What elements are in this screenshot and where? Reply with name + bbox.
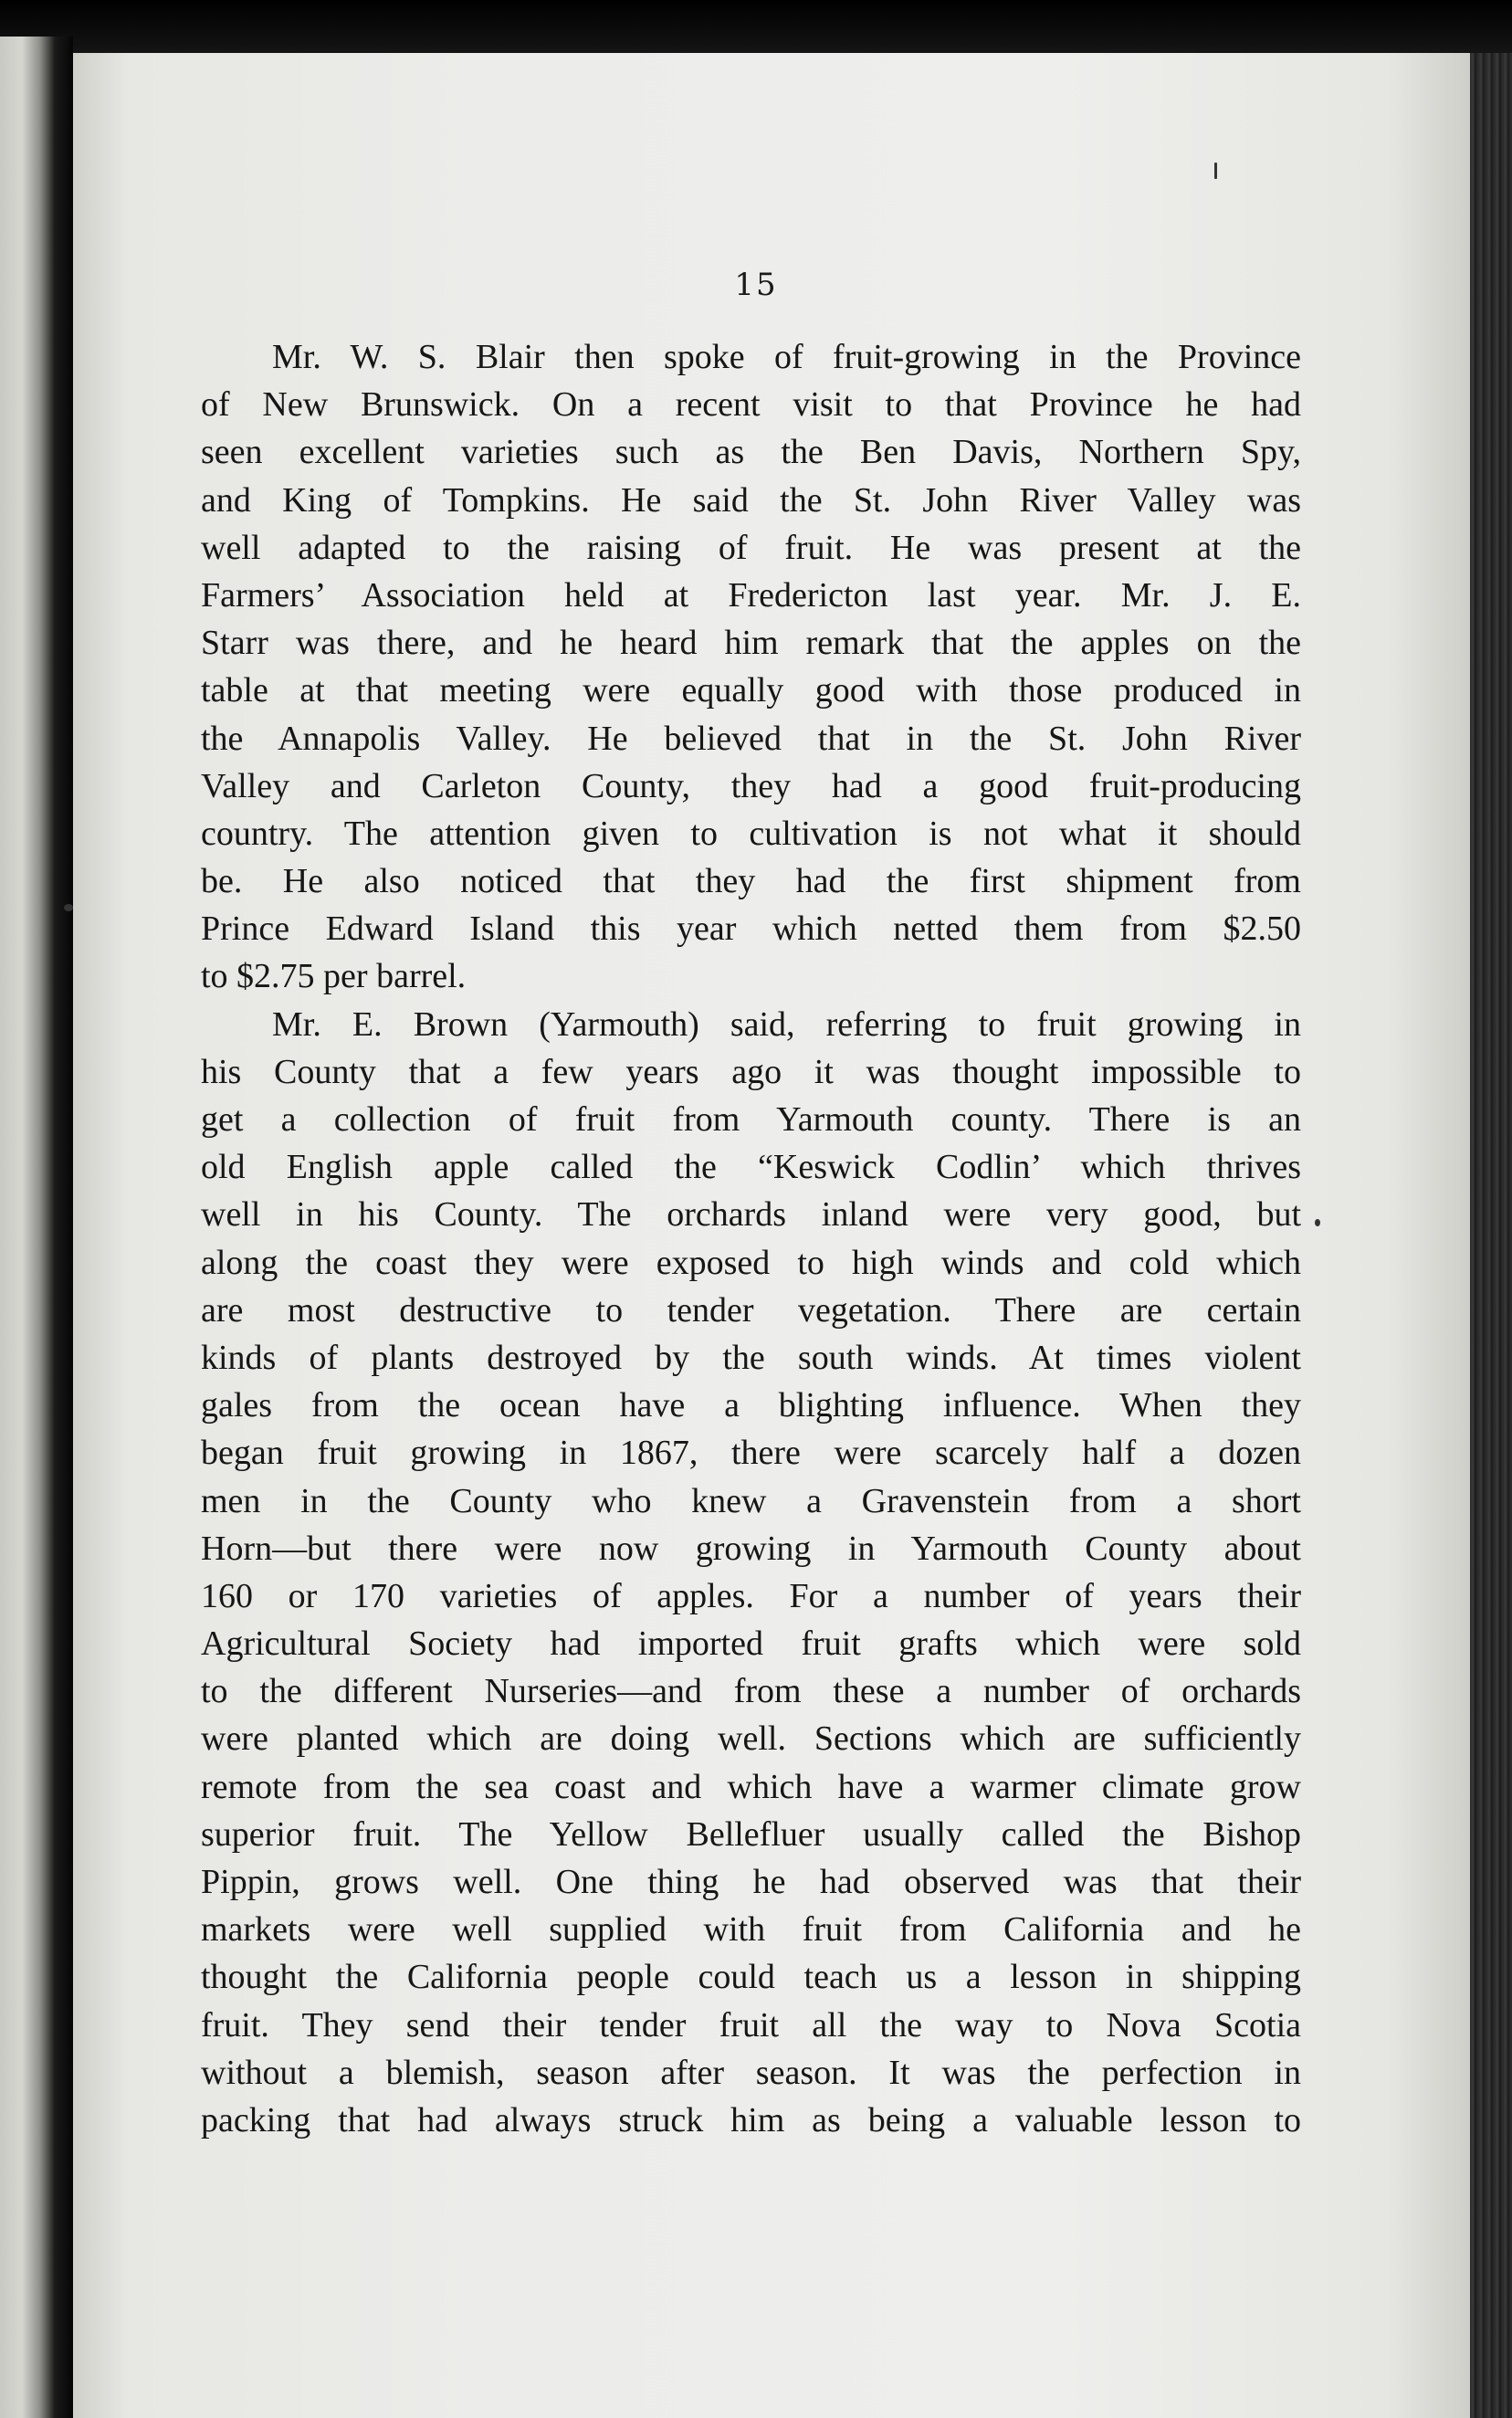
right-page-stack-edge [1470, 53, 1512, 2418]
text-line: 160 or 170 varieties of apples. For a number of years their [201, 1576, 1301, 1615]
paragraph-blair [201, 333, 1301, 1001]
text-line: country. The attention given to cultivation is not what it should [201, 814, 1301, 853]
text-line: packing that had always struck him as being a valuable lesson to [201, 2100, 1301, 2139]
text-line: old English apple called the “Keswick Codlin’ which thrives [201, 1148, 1301, 1187]
text-line: Farmers’ Association held at Fredericton last year. Mr. J. E. [201, 575, 1301, 615]
text-line: well adapted to the raising of fruit. He was present at the [201, 528, 1301, 567]
text-line: Valley and Carleton County, they had a good fruit-producing [201, 766, 1301, 805]
ink-speck [1315, 1219, 1320, 1226]
paragraph-brown [201, 1001, 1301, 2145]
text-line: fruit. They send their tender fruit all the way to Nova Scotia [201, 2005, 1301, 2045]
text-line: Pippin, grows well. One thing he had observed was that their [201, 1863, 1301, 1901]
text-line: along the coast they were exposed to high winds and cold which [201, 1243, 1301, 1282]
text-line: well in his County. The orchards inland were very good, but [201, 1195, 1301, 1235]
text-line: the Annapolis Valley. He believed that in the St. John River [201, 719, 1301, 758]
text-line: Agricultural Society had imported fruit grafts which were sold [201, 1624, 1301, 1664]
ink-speck [1214, 163, 1217, 179]
text-line: were planted which are doing well. Sections which are sufficiently [201, 1719, 1301, 1759]
text-line: are most destructive to tender vegetation. There are certain [201, 1290, 1301, 1330]
text-line: get a collection of fruit from Yarmouth county. There is an [201, 1100, 1301, 1139]
text-line: Prince Edward Island this year which netted them from $2.50 [201, 909, 1301, 949]
text-line: be. He also noticed that they had the first shipment from [201, 862, 1301, 901]
text-line: remote from the sea coast and which have a warmer climate grow [201, 1767, 1301, 1806]
text-line: began fruit growing in 1867, there were scarcely half a dozen [201, 1434, 1301, 1473]
text-line: to the different Nurseries—and from these a number of orchards [201, 1672, 1301, 1711]
text-line: to $2.75 per barrel. [201, 957, 467, 996]
text-line: Mr. E. Brown (Yarmouth) said, referring to fruit growing in [272, 1004, 1301, 1044]
body-text [201, 333, 1301, 2144]
left-binding-edge [0, 37, 73, 2418]
text-line: gales from the ocean have a blighting influence. When they [201, 1386, 1301, 1425]
text-line: and King of Tompkins. He said the St. John River Valley was [201, 480, 1301, 520]
text-line: table at that meeting were equally good with those produced in [201, 671, 1301, 710]
text-line: of New Brunswick. On a recent visit to that Province he had [201, 385, 1301, 425]
text-line: men in the County who knew a Gravenstein from a short [201, 1481, 1301, 1520]
text-line: superior fruit. The Yellow Bellefluer usually called the Bishop [201, 1814, 1301, 1854]
text-line: markets were well supplied with fruit from California and he [201, 1910, 1301, 1950]
ink-speck [64, 904, 73, 911]
text-line: Horn—but there were now growing in Yarmouth County about [201, 1529, 1301, 1568]
text-line: kinds of plants destroyed by the south winds. At times violent [201, 1338, 1301, 1377]
page-number: 15 [734, 267, 778, 303]
text-line: without a blemish, season after season. It was the perfection in [201, 2053, 1301, 2092]
text-line: seen excellent varieties such as the Ben Davis, Northern Spy, [201, 433, 1301, 472]
text-line: Starr was there, and he heard him remark that the apples on the [201, 624, 1301, 663]
text-line: thought the California people could teach us a lesson in shipping [201, 1958, 1301, 1997]
text-line: Mr. W. S. Blair then spoke of fruit-growing in the Province [272, 338, 1301, 376]
text-line: his County that a few years ago it was thought impossible to [201, 1052, 1301, 1091]
